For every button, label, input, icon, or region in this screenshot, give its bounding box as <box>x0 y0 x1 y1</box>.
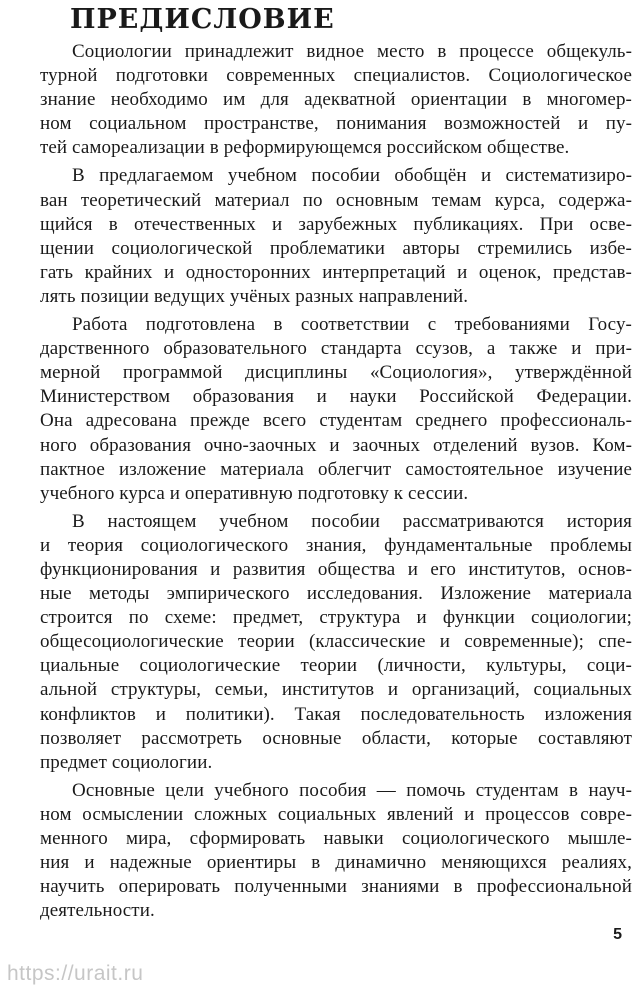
text-line: турной подготовки современных специалистов. Социологическое <box>40 65 632 87</box>
text-line: В настоящем учебном пособии рассматриваются история <box>72 510 632 532</box>
text-line: пактное изложение материала облегчит самостоятельное изучение <box>40 458 632 480</box>
text-line: ном осмыслении сложных социальных явлений и процессов совре- <box>40 803 632 825</box>
text-line: ном социальном пространстве, понимания возможностей и пу- <box>40 113 632 135</box>
text-line: предмет социологии. <box>40 751 213 773</box>
body-text <box>40 40 632 927</box>
text-line: ные методы эмпирического исследования. Изложение материала <box>40 583 632 605</box>
text-line: научить оперировать полученными знаниями в профессиональной <box>40 876 632 898</box>
text-line: Социологии принадлежит видное место в процессе общекуль- <box>72 41 632 62</box>
text-line: ван теоретический материал по основным темам курса, содержа- <box>40 189 632 211</box>
text-line: ного образования очно-заочных и заочных отделений вузов. Ком- <box>40 434 632 456</box>
text-line: щении социологической проблематики авторы стремились избе- <box>40 237 632 259</box>
text-line: дарственного образовательного стандарта ссузов, а также и при- <box>40 338 632 360</box>
text-line: альной структуры, семьи, институтов и организаций, социальных <box>40 679 632 701</box>
text-line: позволяет рассмотреть основные области, которые составляют <box>40 727 632 749</box>
text-line: Она адресована прежде всего студентам среднего профессиональ- <box>40 410 632 432</box>
text-line: деятельности. <box>40 900 155 922</box>
text-line: мерной программой дисциплины «Социология», утверждённой <box>40 362 632 384</box>
paragraph-5 <box>40 779 632 924</box>
page-title: ПРЕДИСЛОВИЕ <box>70 4 335 35</box>
text-line: конфликтов и политики). Такая последовательность изложения <box>40 703 632 725</box>
text-line: общесоциологические теории (классические и современные); спе- <box>40 631 632 653</box>
text-line: и теория социологического знания, фундаментальные проблемы <box>40 534 632 556</box>
text-line: учебного курса и оперативную подготовку к сессии. <box>40 482 469 504</box>
text-line: Работа подготовлена в соответствии с требованиями Госу- <box>72 314 632 336</box>
paragraph-2 <box>40 164 632 309</box>
text-line: Основные цели учебного пособия — помочь студентам в науч- <box>72 779 632 801</box>
text-line: знание необходимо им для адекватной ориентации в многомер- <box>40 89 632 111</box>
page-number: 5 <box>613 926 622 943</box>
text-line: циальные социологические теории (личности, культуры, соци- <box>40 655 632 677</box>
text-line: лять позиции ведущих учёных разных направлений. <box>40 285 469 307</box>
text-line: ния и надежные ориентиры в динамично меняющихся реалиях, <box>40 852 632 874</box>
paragraph-1 <box>40 40 632 160</box>
text-line: строится по схеме: предмет, структура и функции социологии; <box>40 607 632 629</box>
text-line: функционирования и развития общества и его институтов, основ- <box>40 558 632 580</box>
text-line: Министерством образования и науки Российской Федерации. <box>40 386 632 408</box>
watermark-url: https://urait.ru <box>7 962 144 985</box>
text-line: гать крайних и односторонних интерпретаций и оценок, представ- <box>40 261 632 283</box>
paragraph-4 <box>40 510 632 775</box>
text-line: менного мира, сформировать навыки социологического мышле- <box>40 828 632 849</box>
text-line: В предлагаемом учебном пособии обобщён и систематизиро- <box>72 165 632 187</box>
text-line: щийся в отечественных и зарубежных публикациях. При осве- <box>40 213 632 235</box>
text-line: тей самореализации в реформирующемся российском обществе. <box>40 137 570 159</box>
paragraph-3 <box>40 313 632 506</box>
